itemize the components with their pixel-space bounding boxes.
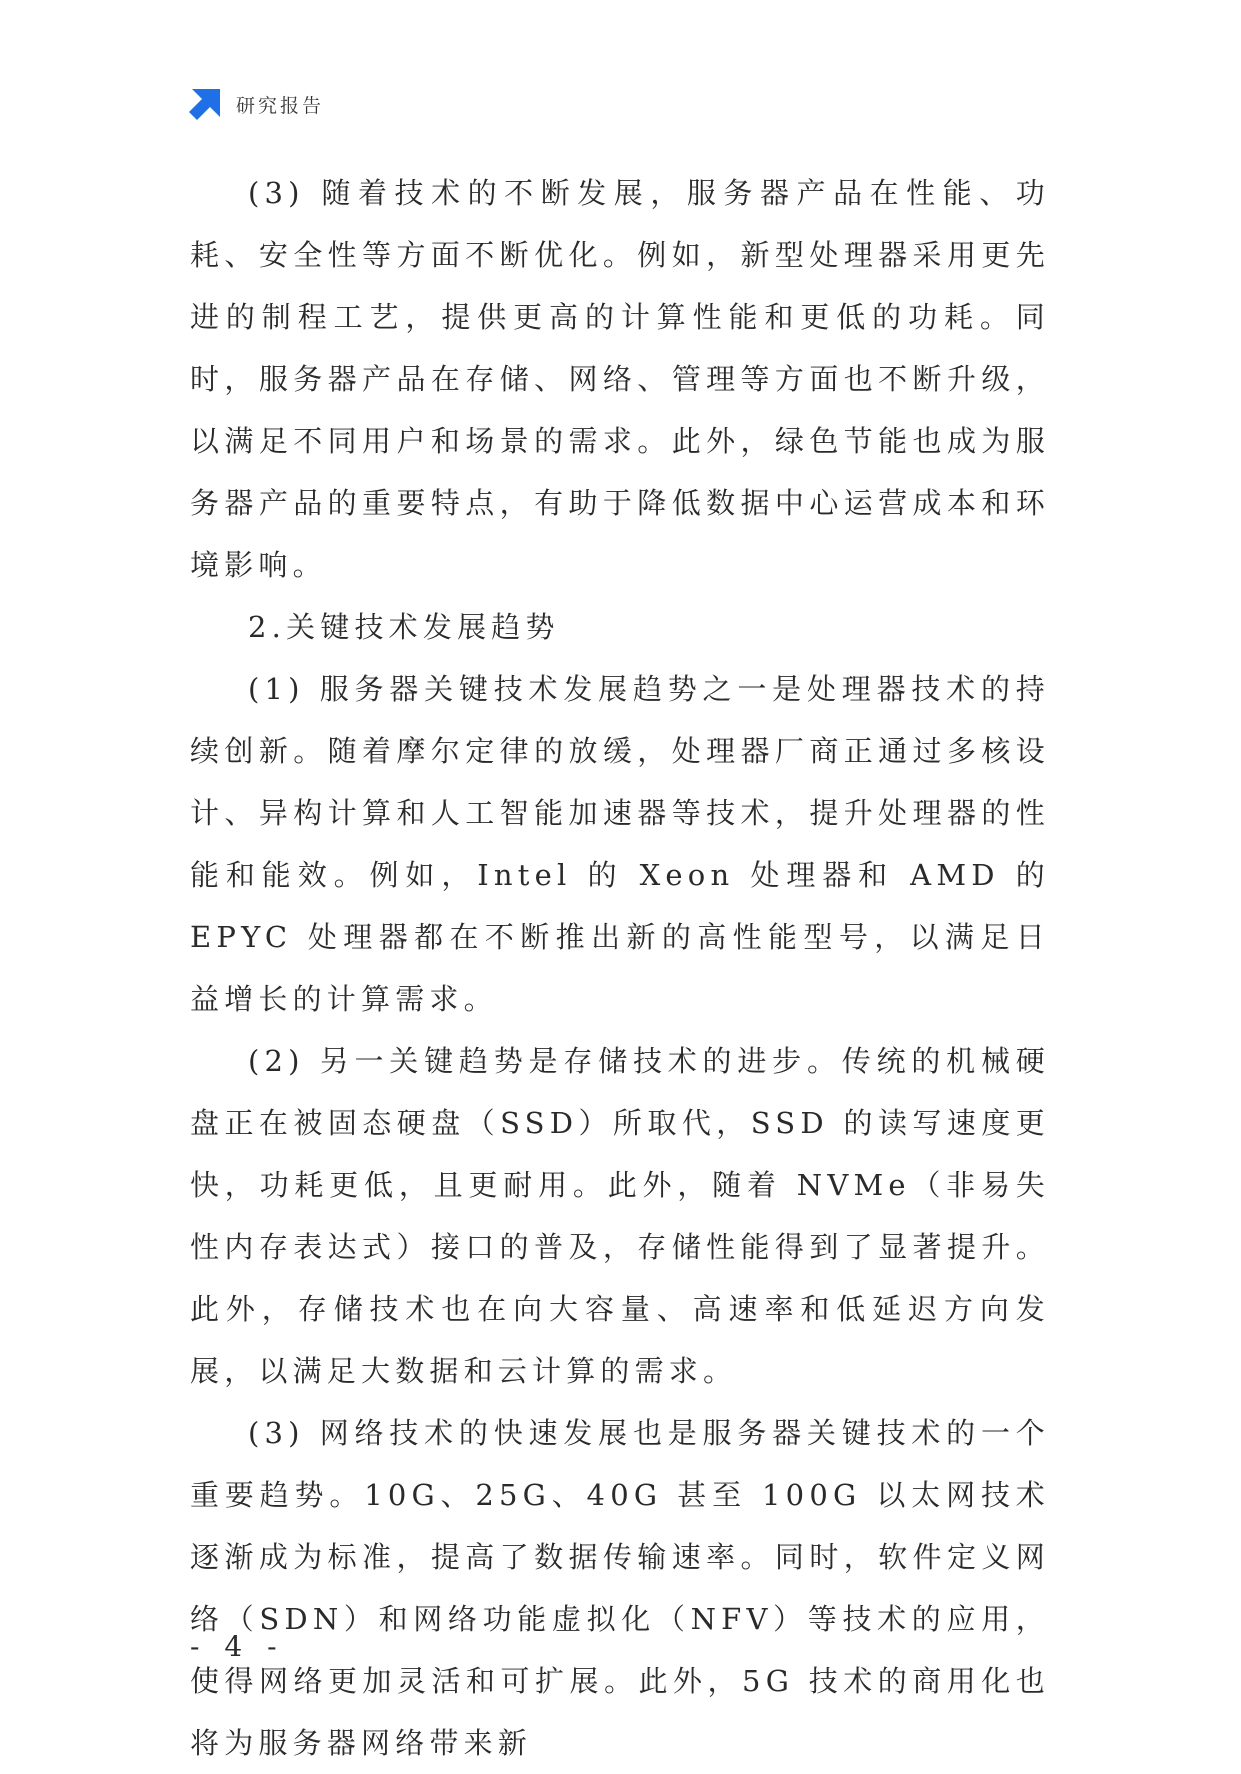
section-heading-key-technology-trends: 2.关键技术发展趋势: [248, 610, 560, 644]
header-label: 研究报告: [236, 94, 325, 117]
document-header: [188, 86, 324, 122]
paragraph-storage-progress: (2) 另一关键趋势是存储技术的进步。传统的机械硬盘正在被固态硬盘（SSD）所取代，SSD 的读写速度更快，功耗更低，且更耐用。此外，随着 NVMe（非易失性内存表达式）接口的普及，存储性能得到了显著提升。此外，存储技术也在向大容量、高速率和低延迟方向发展，以满足大数据和云计算的需求。: [190, 1044, 1050, 1388]
paragraph-processor-innovation: (1) 服务器关键技术发展趋势之一是处理器技术的持续创新。随着摩尔定律的放缓，处理器厂商正通过多核设计、异构计算和人工智能加速器等技术，提升处理器的性能和能效。例如，Intel 的 Xeon 处理器和 AMD 的 EPYC 处理器都在不断推出新的高性能型号，以满足日益增长的计算需求。: [190, 672, 1050, 1016]
paragraph-network-development: (3) 网络技术的快速发展也是服务器关键技术的一个重要趋势。10G、25G、40G 甚至 100G 以太网技术逐渐成为标准，提高了数据传输速率。同时，软件定义网络（SDN）和网络功能虚拟化（NFV）等技术的应用，使得网络更加灵活和可扩展。此外，5G 技术的商用化也将为服务器网络带来新: [190, 1416, 1050, 1760]
document-body: [190, 162, 1050, 1774]
arrow-up-right-icon: [188, 87, 222, 121]
paragraph-product-optimization: (3) 随着技术的不断发展，服务器产品在性能、功耗、安全性等方面不断优化。例如，新型处理器采用更先进的制程工艺，提供更高的计算性能和更低的功耗。同时，服务器产品在存储、网络、管理等方面也不断升级，以满足不同用户和场景的需求。此外，绿色节能也成为服务器产品的重要特点，有助于降低数据中心运营成本和环境影响。: [190, 176, 1050, 582]
page-number: - 4 -: [190, 1630, 285, 1663]
